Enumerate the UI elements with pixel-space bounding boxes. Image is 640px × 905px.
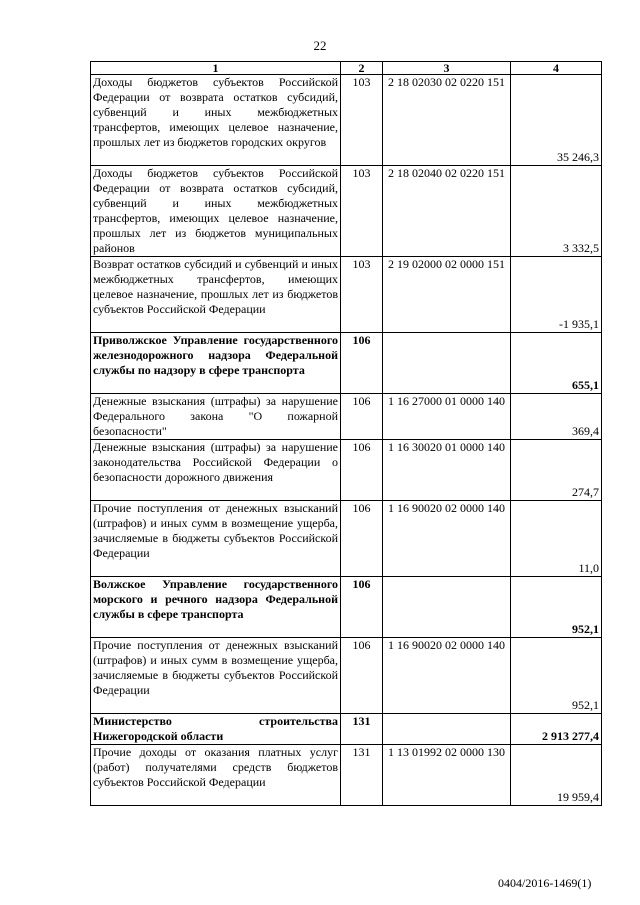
row-sum: 2 913 277,4: [511, 714, 602, 745]
row-sum: 952,1: [511, 577, 602, 638]
row-sum: 35 246,3: [511, 75, 602, 166]
table-row: [91, 638, 602, 714]
table-row: [91, 257, 602, 333]
row-name: Приволжское Управление государственного железнодорожного надзора Федеральной службы по надзору в сфере транспорта: [91, 333, 341, 394]
table-header-row: [91, 62, 602, 75]
table-row: [91, 333, 602, 394]
budget-table: [90, 61, 602, 806]
row-sum: 3 332,5: [511, 166, 602, 257]
row-admin-code: 103: [341, 75, 383, 166]
table-row: [91, 745, 602, 806]
row-sum: 274,7: [511, 440, 602, 501]
row-admin-code: 106: [341, 440, 383, 501]
table-row: [91, 714, 602, 745]
row-name: Денежные взыскания (штрафы) за нарушение Федерального закона "О пожарной безопасности": [91, 394, 341, 440]
column-header-3: 3: [383, 62, 511, 75]
row-admin-code: 106: [341, 638, 383, 714]
row-admin-code: 106: [341, 394, 383, 440]
row-name: Министерство строительства Нижегородской области: [91, 714, 341, 745]
row-admin-code: 106: [341, 577, 383, 638]
row-name: Прочие поступления от денежных взысканий (штрафов) и иных сумм в возмещение ущерба, зачисляемые в бюджеты субъектов Российской Федерации: [91, 638, 341, 714]
row-name: Прочие поступления от денежных взысканий (штрафов) и иных сумм в возмещение ущерба, зачисляемые в бюджеты субъектов Российской Федерации: [91, 501, 341, 577]
row-name: Доходы бюджетов субъектов Российской Федерации от возврата остатков субсидий, субвенций и иных межбюджетных трансфертов, имеющих целевое назначение, прошлых лет из бюджетов муниципальных районов: [91, 166, 341, 257]
row-classification-code: 1 16 90020 02 0000 140: [383, 501, 511, 577]
table-row: [91, 440, 602, 501]
row-classification-code: [383, 333, 511, 394]
row-classification-code: [383, 577, 511, 638]
row-classification-code: 2 18 02040 02 0220 151: [383, 166, 511, 257]
row-classification-code: 2 18 02030 02 0220 151: [383, 75, 511, 166]
column-header-1: 1: [91, 62, 341, 75]
page-number: 22: [313, 38, 327, 53]
row-admin-code: 131: [341, 745, 383, 806]
row-sum: 369,4: [511, 394, 602, 440]
table-row: [91, 394, 602, 440]
row-admin-code: 106: [341, 333, 383, 394]
row-classification-code: 1 13 01992 02 0000 130: [383, 745, 511, 806]
row-sum: 19 959,4: [511, 745, 602, 806]
row-admin-code: 103: [341, 257, 383, 333]
row-name: Возврат остатков субсидий и субвенций и иных межбюджетных трансфертов, имеющих целевое назначение, прошлых лет из бюджетов субъектов Российской Федерации: [91, 257, 341, 333]
row-name: Прочие доходы от оказания платных услуг (работ) получателями средств бюджетов субъектов Российской Федерации: [91, 745, 341, 806]
row-classification-code: 2 19 02000 02 0000 151: [383, 257, 511, 333]
row-name: Доходы бюджетов субъектов Российской Федерации от возврата остатков субсидий, субвенций и иных межбюджетных трансфертов, имеющих целевое назначение, прошлых лет из бюджетов городских округов: [91, 75, 341, 166]
row-sum: -1 935,1: [511, 257, 602, 333]
row-name: Денежные взыскания (штрафы) за нарушение законодательства Российской Федерации о безопасности дорожного движения: [91, 440, 341, 501]
row-classification-code: 1 16 27000 01 0000 140: [383, 394, 511, 440]
row-admin-code: 131: [341, 714, 383, 745]
row-admin-code: 106: [341, 501, 383, 577]
row-sum: 655,1: [511, 333, 602, 394]
row-sum: 11,0: [511, 501, 602, 577]
table-row: [91, 501, 602, 577]
table-row: [91, 166, 602, 257]
table-row: [91, 75, 602, 166]
column-header-2: 2: [341, 62, 383, 75]
document-registration-code: 0404/2016-1469(1): [498, 876, 592, 890]
row-name: Волжское Управление государственного морского и речного надзора Федеральной службы в сфере транспорта: [91, 577, 341, 638]
table-row: [91, 577, 602, 638]
row-classification-code: 1 16 30020 01 0000 140: [383, 440, 511, 501]
row-classification-code: 1 16 90020 02 0000 140: [383, 638, 511, 714]
row-classification-code: [383, 714, 511, 745]
row-sum: 952,1: [511, 638, 602, 714]
column-header-4: 4: [511, 62, 602, 75]
row-admin-code: 103: [341, 166, 383, 257]
